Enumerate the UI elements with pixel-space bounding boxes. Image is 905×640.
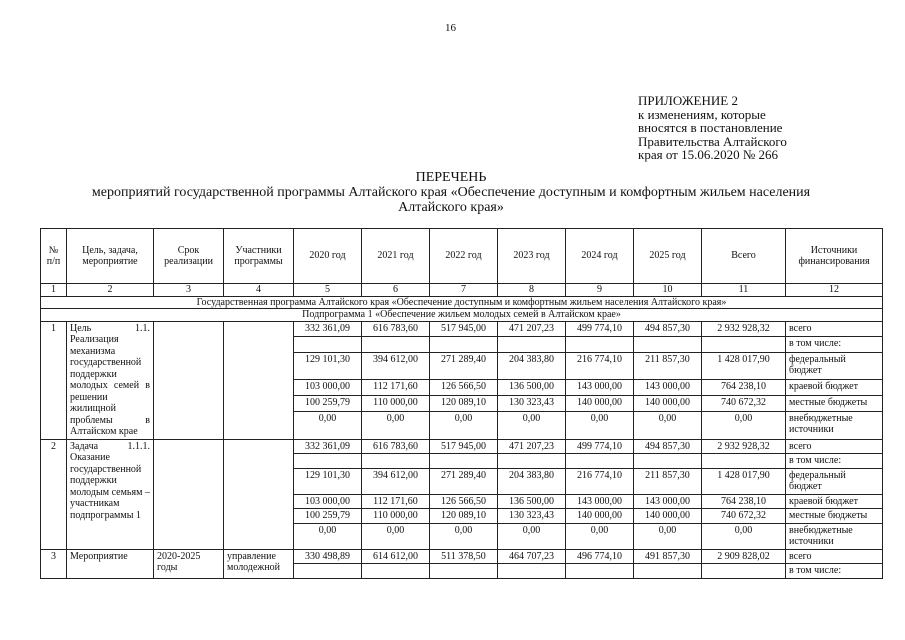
table-row: [41, 321, 883, 337]
value-cell: 0,00: [566, 411, 634, 439]
appendix-line: Правительства Алтайского: [638, 133, 787, 149]
header-cell: Источники финансирования: [786, 229, 883, 284]
column-number: 9: [566, 284, 634, 297]
column-number: 11: [702, 284, 786, 297]
header-cell: 2023 год: [498, 229, 566, 284]
source-cell: всего: [786, 321, 883, 337]
column-number: 5: [294, 284, 362, 297]
row-period: [154, 321, 224, 439]
value-cell: 0,00: [362, 411, 430, 439]
value-cell: 740 672,32: [702, 509, 786, 524]
value-cell: 0,00: [702, 411, 786, 439]
value-cell: 271 289,40: [430, 468, 498, 494]
value-cell: 0,00: [294, 411, 362, 439]
value-cell: 136 500,00: [498, 494, 566, 509]
header-cell: Цель, задача, мероприятие: [67, 229, 154, 284]
column-number: 7: [430, 284, 498, 297]
value-cell: 0,00: [634, 411, 702, 439]
value-cell: 616 783,60: [362, 439, 430, 454]
row-period: [154, 439, 224, 549]
appendix-block: [638, 94, 787, 162]
value-cell: [702, 337, 786, 353]
value-cell: 517 945,00: [430, 439, 498, 454]
value-cell: 394 612,00: [362, 352, 430, 380]
column-number: 4: [224, 284, 294, 297]
value-cell: 143 000,00: [566, 380, 634, 396]
value-cell: 204 383,80: [498, 468, 566, 494]
column-number: 2: [67, 284, 154, 297]
value-cell: 1 428 017,90: [702, 468, 786, 494]
value-cell: 330 498,89: [294, 549, 362, 564]
value-cell: 143 000,00: [634, 494, 702, 509]
value-cell: 143 000,00: [634, 380, 702, 396]
subprogram-title: Подпрограмма 1 «Обеспечение жильем молодых семей в Алтайском крае»: [41, 309, 883, 322]
measures-table: [40, 228, 883, 579]
value-cell: 120 089,10: [430, 396, 498, 412]
value-cell: 494 857,30: [634, 321, 702, 337]
value-cell: 143 000,00: [566, 494, 634, 509]
row-number: 2: [41, 439, 67, 549]
page-number: 16: [445, 22, 456, 34]
header-cell: № п/п: [41, 229, 67, 284]
row-participants: [224, 321, 294, 439]
value-cell: 100 259,79: [294, 509, 362, 524]
header-cell: 2020 год: [294, 229, 362, 284]
value-cell: [634, 564, 702, 579]
value-cell: 499 774,10: [566, 321, 634, 337]
row-period: 2020-2025 годы: [154, 549, 224, 578]
value-cell: [498, 454, 566, 469]
value-cell: [362, 337, 430, 353]
value-cell: 140 000,00: [566, 396, 634, 412]
source-cell: краевой бюджет: [786, 380, 883, 396]
value-cell: 216 774,10: [566, 468, 634, 494]
program-row: [41, 296, 883, 309]
title-line: мероприятий государственной программы Алтайского края «Обеспечение доступным и комфортным жильем населения: [91, 185, 811, 200]
value-cell: 2 932 928,32: [702, 321, 786, 337]
source-cell: местные бюджеты: [786, 509, 883, 524]
row-name: Задача 1.1.1. Оказание государственной поддержки молодым семьям – участникам подпрограммы 1: [67, 439, 154, 549]
column-number: 10: [634, 284, 702, 297]
value-cell: 614 612,00: [362, 549, 430, 564]
value-cell: 2 932 928,32: [702, 439, 786, 454]
value-cell: 100 259,79: [294, 396, 362, 412]
row-name: Цель 1.1. Реализация механизма государственной поддержки молодых семей в решении жилищной проблемы в Алтайском крае: [67, 321, 154, 439]
column-number: 8: [498, 284, 566, 297]
value-cell: 216 774,10: [566, 352, 634, 380]
value-cell: [430, 337, 498, 353]
row-participants: [224, 439, 294, 549]
value-cell: [430, 564, 498, 579]
header-cell: Срок реализации: [154, 229, 224, 284]
source-cell: всего: [786, 549, 883, 564]
value-cell: 0,00: [362, 523, 430, 549]
value-cell: 394 612,00: [362, 468, 430, 494]
header-cell: Участники программы: [224, 229, 294, 284]
column-number: 6: [362, 284, 430, 297]
value-cell: [430, 454, 498, 469]
appendix-line: края от 15.06.2020 № 266: [638, 147, 778, 162]
value-cell: [566, 337, 634, 353]
program-title: Государственная программа Алтайского края «Обеспечение доступным и комфортным жильем населения Алтайского края»: [41, 296, 883, 309]
source-cell: внебюджетные источники: [786, 523, 883, 549]
value-cell: 130 323,43: [498, 396, 566, 412]
row-name: Мероприятие: [67, 549, 154, 578]
row-number: 1: [41, 321, 67, 439]
value-cell: 499 774,10: [566, 439, 634, 454]
value-cell: 496 774,10: [566, 549, 634, 564]
value-cell: 0,00: [566, 523, 634, 549]
value-cell: 110 000,00: [362, 396, 430, 412]
value-cell: 126 566,50: [430, 380, 498, 396]
row-participants: управление молодежной: [224, 549, 294, 578]
source-cell: в том числе:: [786, 454, 883, 469]
value-cell: 0,00: [498, 411, 566, 439]
document-title: [40, 170, 862, 215]
value-cell: 130 323,43: [498, 509, 566, 524]
value-cell: [294, 454, 362, 469]
row-number: 3: [41, 549, 67, 578]
appendix-line: вносятся в постановление: [638, 120, 783, 135]
value-cell: 332 361,09: [294, 439, 362, 454]
value-cell: [702, 454, 786, 469]
value-cell: [566, 454, 634, 469]
column-number: 12: [786, 284, 883, 297]
header-cell: 2021 год: [362, 229, 430, 284]
value-cell: 271 289,40: [430, 352, 498, 380]
value-cell: 110 000,00: [362, 509, 430, 524]
value-cell: 112 171,60: [362, 380, 430, 396]
source-cell: краевой бюджет: [786, 494, 883, 509]
value-cell: 494 857,30: [634, 439, 702, 454]
value-cell: 0,00: [498, 523, 566, 549]
header-cell: 2022 год: [430, 229, 498, 284]
value-cell: 129 101,30: [294, 468, 362, 494]
value-cell: [362, 564, 430, 579]
value-cell: 740 672,32: [702, 396, 786, 412]
table-row: [41, 439, 883, 454]
value-cell: 764 238,10: [702, 380, 786, 396]
header-cell: 2024 год: [566, 229, 634, 284]
source-cell: в том числе:: [786, 337, 883, 353]
value-cell: [566, 564, 634, 579]
column-number: 3: [154, 284, 224, 297]
value-cell: [498, 337, 566, 353]
value-cell: 103 000,00: [294, 494, 362, 509]
value-cell: 0,00: [634, 523, 702, 549]
value-cell: 140 000,00: [634, 396, 702, 412]
value-cell: 140 000,00: [634, 509, 702, 524]
source-cell: внебюджетные источники: [786, 411, 883, 439]
table-row: [41, 549, 883, 564]
source-cell: всего: [786, 439, 883, 454]
value-cell: 112 171,60: [362, 494, 430, 509]
value-cell: 471 207,23: [498, 439, 566, 454]
value-cell: 464 707,23: [498, 549, 566, 564]
value-cell: 136 500,00: [498, 380, 566, 396]
subprogram-row: [41, 309, 883, 322]
value-cell: [634, 454, 702, 469]
header-cell: 2025 год: [634, 229, 702, 284]
value-cell: 471 207,23: [498, 321, 566, 337]
value-cell: 1 428 017,90: [702, 352, 786, 380]
value-cell: 0,00: [294, 523, 362, 549]
value-cell: 0,00: [702, 523, 786, 549]
appendix-title: ПРИЛОЖЕНИЕ 2: [638, 93, 738, 108]
value-cell: [498, 564, 566, 579]
value-cell: 616 783,60: [362, 321, 430, 337]
value-cell: 140 000,00: [566, 509, 634, 524]
value-cell: [294, 564, 362, 579]
value-cell: 764 238,10: [702, 494, 786, 509]
value-cell: [294, 337, 362, 353]
source-cell: в том числе:: [786, 564, 883, 579]
title-heading: ПЕРЕЧЕНЬ: [415, 170, 487, 185]
value-cell: 491 857,30: [634, 549, 702, 564]
header-row: [41, 229, 883, 284]
header-cell: Всего: [702, 229, 786, 284]
column-number: 1: [41, 284, 67, 297]
value-cell: [634, 337, 702, 353]
value-cell: [362, 454, 430, 469]
value-cell: 211 857,30: [634, 468, 702, 494]
value-cell: 2 909 828,02: [702, 549, 786, 564]
value-cell: 0,00: [430, 523, 498, 549]
source-cell: местные бюджеты: [786, 396, 883, 412]
title-line: Алтайского края»: [398, 200, 504, 215]
value-cell: 517 945,00: [430, 321, 498, 337]
value-cell: 204 383,80: [498, 352, 566, 380]
value-cell: [702, 564, 786, 579]
value-cell: 129 101,30: [294, 352, 362, 380]
column-number-row: [41, 284, 883, 297]
value-cell: 211 857,30: [634, 352, 702, 380]
value-cell: 332 361,09: [294, 321, 362, 337]
source-cell: федеральный бюджет: [786, 468, 883, 494]
value-cell: 120 089,10: [430, 509, 498, 524]
value-cell: 126 566,50: [430, 494, 498, 509]
value-cell: 511 378,50: [430, 549, 498, 564]
value-cell: 103 000,00: [294, 380, 362, 396]
appendix-line: к изменениям, которые: [638, 106, 766, 122]
value-cell: 0,00: [430, 411, 498, 439]
source-cell: федеральный бюджет: [786, 352, 883, 380]
